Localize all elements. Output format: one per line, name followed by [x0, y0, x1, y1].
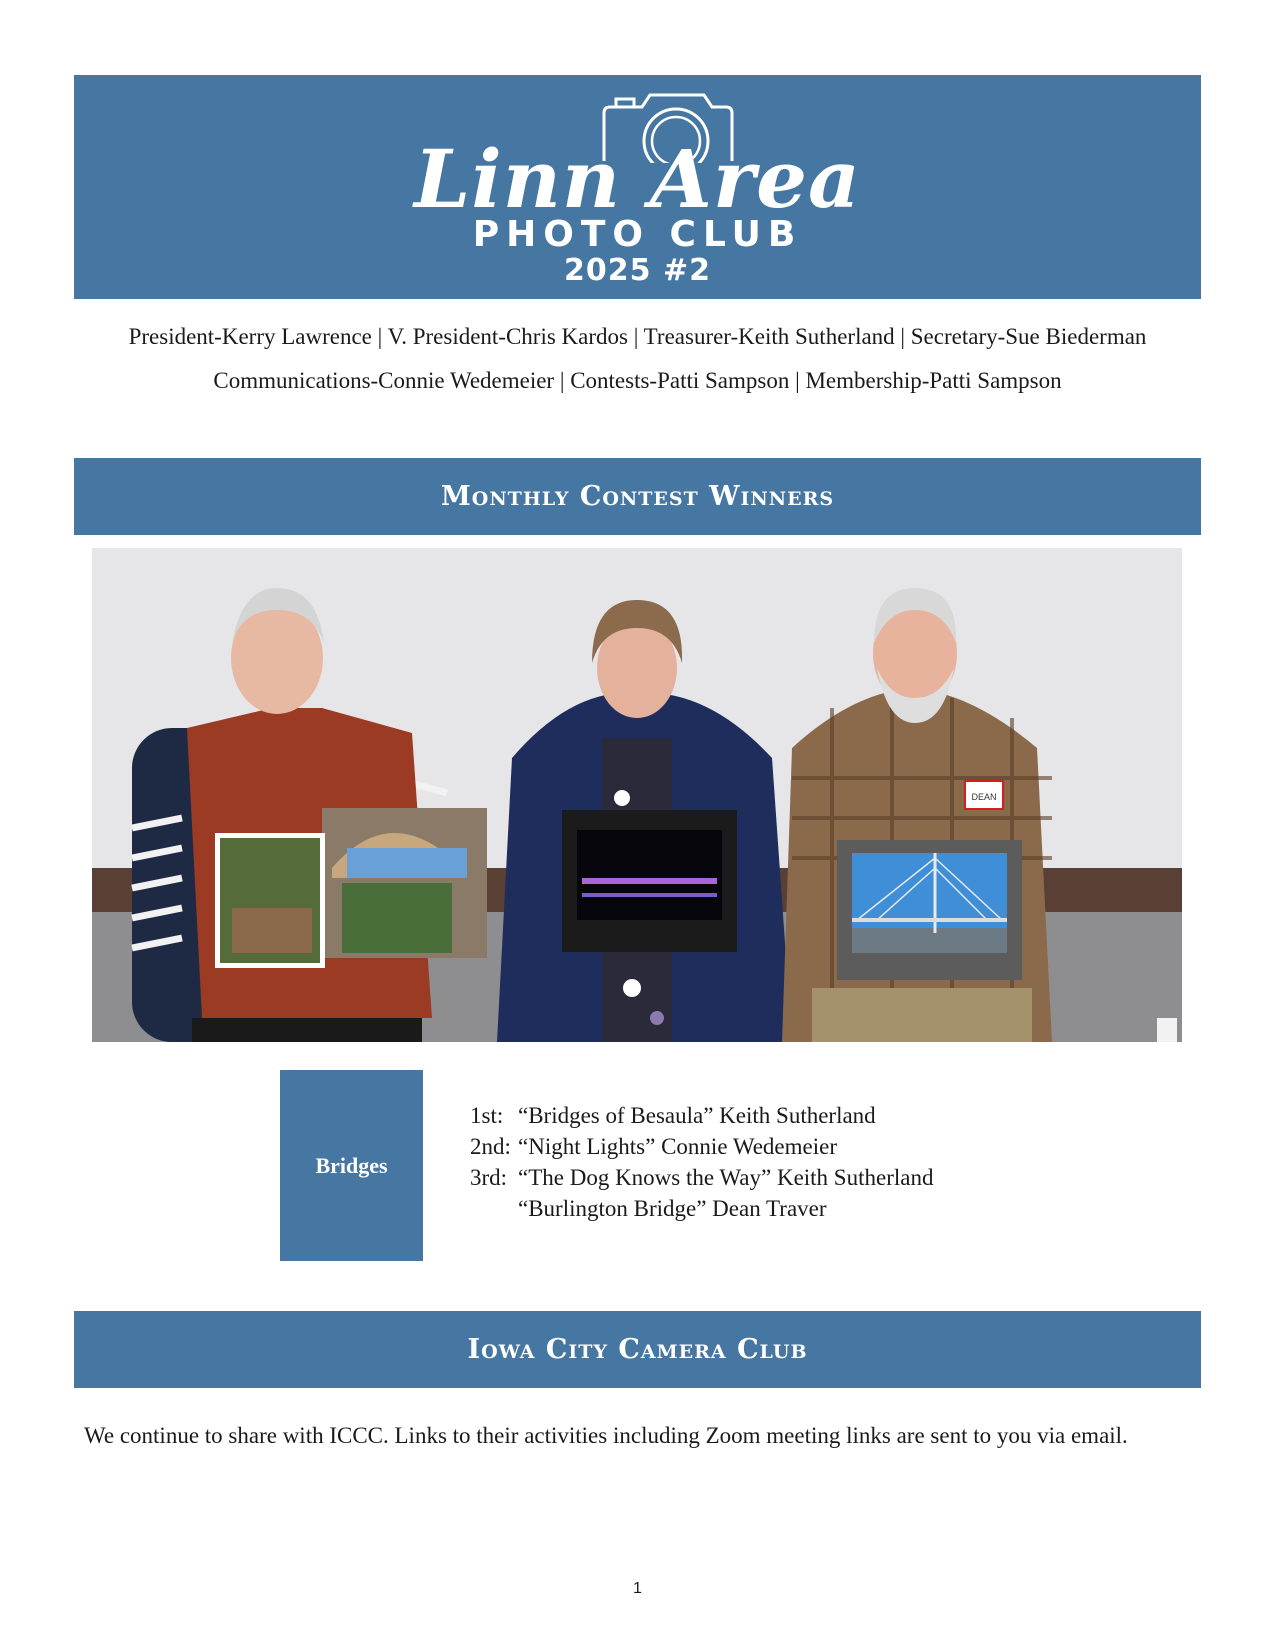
category-label: Bridges	[315, 1152, 388, 1178]
issue-number: 2025 #2	[564, 253, 711, 288]
contest-section-title: Monthly Contest Winners	[440, 481, 835, 512]
winner-entry: “The Dog Knows the Way” Keith Sutherland	[518, 1165, 934, 1190]
winners-list	[470, 1100, 933, 1224]
logo-subtitle: PHOTO CLUB	[472, 214, 803, 255]
winners-photo-illustration	[92, 548, 1182, 1042]
winner-place	[470, 1193, 518, 1224]
winner-entry: “Bridges of Besaula” Keith Sutherland	[518, 1103, 876, 1128]
logo-script-text: Linn Area	[414, 132, 861, 226]
winner-row	[470, 1131, 933, 1162]
masthead-banner	[74, 75, 1201, 299]
iccc-section-header	[74, 1311, 1201, 1388]
winner-place: 2nd:	[470, 1134, 511, 1159]
winner-row	[470, 1193, 933, 1224]
winner-place: 3rd:	[470, 1165, 508, 1190]
winner-row	[470, 1162, 933, 1193]
winners-photo	[92, 548, 1182, 1042]
iccc-paragraph: We continue to share with ICCC. Links to their activities including Zoom meeting links are sent to you via email.	[84, 1423, 1128, 1448]
category-box	[280, 1070, 423, 1261]
iccc-section-title: Iowa City Camera Club	[467, 1334, 808, 1365]
winner-place: 1st:	[470, 1103, 504, 1128]
winner-entry: “Burlington Bridge” Dean Traver	[518, 1196, 827, 1221]
page-number: 1	[633, 1580, 642, 1597]
officers-line-1: President-Kerry Lawrence | V. President-Chris Kardos | Treasurer-Keith Sutherland | Secretary-Sue Biederman	[128, 324, 1147, 349]
officers-line-2: Communications-Connie Wedemeier | Contests-Patti Sampson | Membership-Patti Sampson	[213, 368, 1062, 393]
winner-row	[470, 1100, 933, 1131]
name-tag: DEAN	[971, 792, 997, 802]
winner-entry: “Night Lights” Connie Wedemeier	[518, 1134, 838, 1159]
contest-section-header	[74, 458, 1201, 535]
